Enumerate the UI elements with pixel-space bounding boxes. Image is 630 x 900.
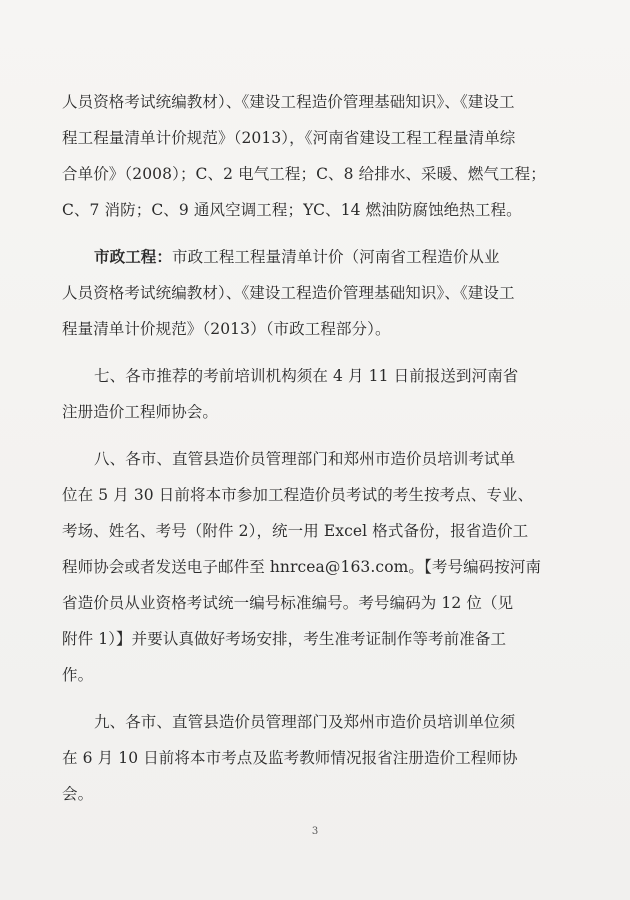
text-line: 人员资格考试统编教材）、《建设工程造价管理基础知识》、《建设工 <box>62 93 515 111</box>
item9-line: 九、各市、直管县造价员管理部门及郑州市造价员培训单位须 <box>94 713 516 731</box>
text-line: C、7 消防；C、9 通风空调工程；YC、14 燃油防腐蚀绝热工程。 <box>62 201 522 219</box>
text-line: 省造价员从业资格考试统一编号标准编号。考号编码为 12 位（见 <box>62 594 514 612</box>
document-body <box>62 84 582 812</box>
text-line: 合单价》（2008）；C、2 电气工程；C、8 给排水、采暖、燃气工程； <box>62 165 546 183</box>
municipal-label: 市政工程： <box>94 247 173 266</box>
municipal-heading-line <box>62 239 582 275</box>
item7-line: 七、各市推荐的考前培训机构须在 4 月 11 日前报送到河南省 <box>94 367 519 385</box>
text-line: 程量清单计价规范》（2013）（市政工程部分）。 <box>62 320 391 338</box>
text-line: 位在 5 月 30 日前将本市参加工程造价员考试的考生按考点、专业、 <box>62 486 534 504</box>
text-line: 人员资格考试统编教材）、《建设工程造价管理基础知识》、《建设工 <box>62 284 515 302</box>
text-line: 附件 1）】并要认真做好考场安排，考生准考证制作等考前准备工 <box>62 630 507 648</box>
text-line: 在 6 月 10 日前将本市考点及监考教师情况报省注册造价工程师协 <box>62 749 518 767</box>
item8-line: 八、各市、直管县造价员管理部门和郑州市造价员培训考试单 <box>94 450 516 468</box>
text-line: 程师协会或者发送电子邮件至 hnrcea@163.com。【考号编码按河南 <box>62 558 542 576</box>
municipal-first-line: 市政工程工程量清单计价（河南省工程造价从业 <box>172 248 500 266</box>
text-line: 作。 <box>62 666 94 684</box>
page-number: 3 <box>311 826 319 837</box>
text-line: 注册造价工程师协会。 <box>62 403 219 421</box>
text-line: 程工程量清单计价规范》（2013），《河南省建设工程工程量清单综 <box>62 129 516 147</box>
text-line: 考场、姓名、考号（附件 2），统一用 Excel 格式备份，报省造价工 <box>62 522 529 540</box>
text-line: 会。 <box>62 785 94 803</box>
